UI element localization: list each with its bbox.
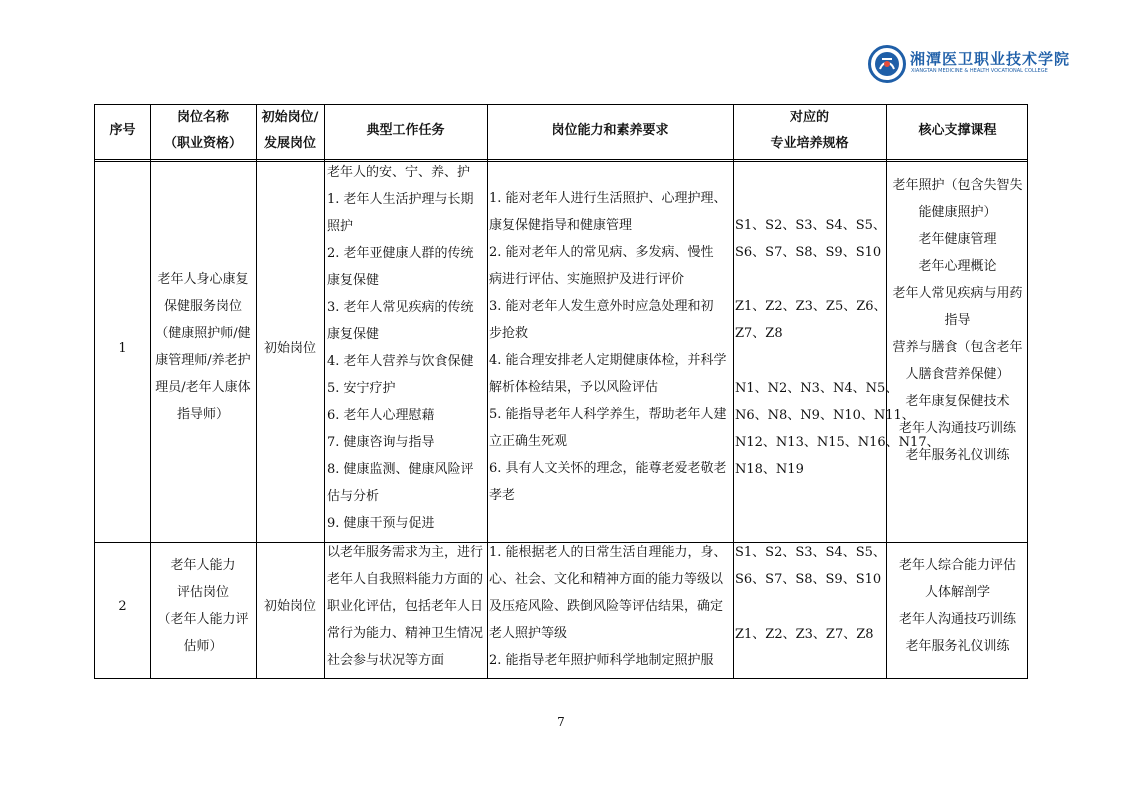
header-initial-post: 初始岗位/ 发展岗位 bbox=[261, 110, 319, 151]
post-competency-table bbox=[94, 104, 1028, 679]
header-core-courses: 核心支撑课程 bbox=[918, 123, 997, 138]
row2-ability-requirements: 1. 能根据老人的日常生活自理能力，身、 心、社会、文化和精神方面的能力等级以 及压疮风险、跌倒风险等评估结果，确定 老人照护等级 2. 能指导老年照护师科学地制定照护服 bbox=[489, 545, 727, 668]
row1-initial-post: 初始岗位 bbox=[263, 341, 316, 356]
row1-spec-n: N1、N2、N3、N4、N5、 N6、N8、N9、N10、N11、 N12、N13、N15、N16、N17、 N18、N19 bbox=[735, 381, 940, 477]
row2-typical-tasks: 以老年服务需求为主，进行 老年人自我照料能力方面的 职业化评估，包括老年人日 常行为能力、精神卫生情况 社会参与状况等方面 bbox=[327, 545, 484, 668]
row1-ability-requirements: 1. 能对老年人进行生活照护、心理护理、 康复保健指导和健康管理 2. 能对老年人的常见病、多发病、慢性 病进行评估、实施照护及进行评价 3. 能对老年人发生意外时应急处理和初 步抢救 4. 能合理安排老人定期健康体检，并科学 解析体检结果，予以风险评估 5. 能指导老年人科学养生，帮助老年人建 立正确生死观 6. 具有人文关怀的理念，能尊老爱老敬老 孝老 bbox=[489, 191, 727, 503]
page-number: 7 bbox=[557, 715, 565, 729]
row2-spec-z: Z1、Z2、Z3、Z7、Z8 bbox=[735, 627, 874, 642]
header-typical-tasks: 典型工作任务 bbox=[366, 123, 445, 138]
row1-post-name: 老年人身心康复 保健服务岗位 （健康照护师/健 康管理师/养老护 理员/老年人康体 指导师） bbox=[155, 272, 251, 422]
header-training-specifications: 对应的 专业培养规格 bbox=[770, 110, 849, 151]
row2-spec-s: S1、S2、S3、S4、S5、 S6、S7、S8、S9、S10 bbox=[735, 545, 886, 587]
college-logo-english: XIANGTAN MEDICINE & HEALTH VOCATIONAL COLLEGE bbox=[911, 68, 1048, 74]
header-serial-number: 序号 bbox=[109, 123, 136, 138]
college-logo bbox=[866, 44, 1071, 84]
row1-spec-z: Z1、Z2、Z3、Z5、Z6、 Z7、Z8 bbox=[735, 299, 887, 341]
row1-serial: 1 bbox=[118, 341, 127, 356]
header-post-name: 岗位名称 （职业资格） bbox=[163, 110, 242, 151]
college-emblem-icon bbox=[868, 45, 906, 83]
row2-serial: 2 bbox=[118, 599, 127, 614]
row1-spec-s: S1、S2、S3、S4、S5、 S6、S7、S8、S9、S10 bbox=[735, 218, 886, 260]
row2-post-name: 老年人能力 评估岗位 （老年人能力评 估师） bbox=[157, 558, 249, 654]
row2-initial-post: 初始岗位 bbox=[263, 599, 316, 614]
row2-core-courses: 老年人综合能力评估 人体解剖学 老年人沟通技巧训练 老年服务礼仪训练 bbox=[898, 558, 1016, 654]
row1-core-courses: 老年照护（包含失智失 能健康照护） 老年健康管理 老年心理概论 老年人常见疾病与用药 指导 营养与膳食（包含老年 人膳食营养保健） 老年康复保健技术 老年人沟通技巧训练 老年服务礼仪训练 bbox=[892, 178, 1023, 463]
header-ability-requirements: 岗位能力和素养要求 bbox=[551, 123, 669, 138]
college-logo-name: 湘潭医卫职业技术学院 bbox=[910, 50, 1071, 68]
row1-typical-tasks: 老年人的安、宁、养、护 1. 老年人生活护理与长期 照护 2. 老年亚健康人群的传统 康复保健 3. 老年人常见疾病的传统 康复保健 4. 老年人营养与饮食保健 5. 安宁疗护 6. 老年人心理慰藉 7. 健康咨询与指导 8. 健康监测、健康风险评 估与分析 9. 健康干预与促进 bbox=[327, 165, 474, 531]
